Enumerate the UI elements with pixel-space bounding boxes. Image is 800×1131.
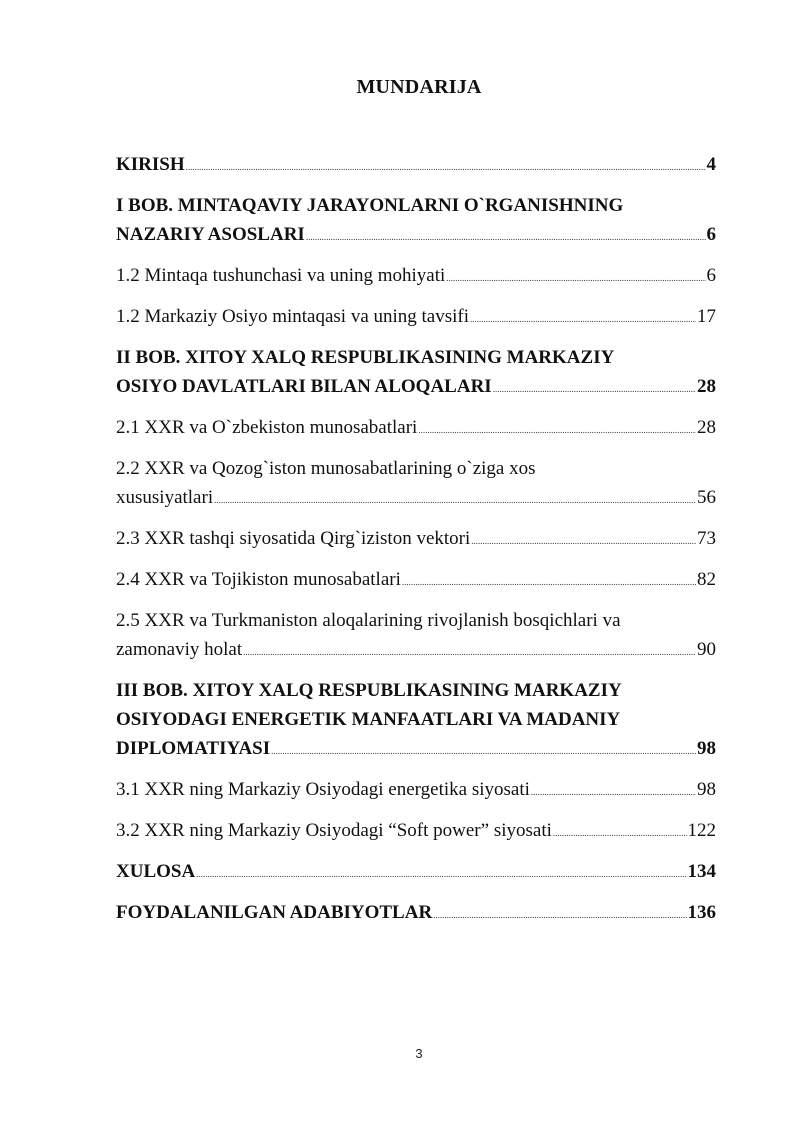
toc-entry-section-2-2[interactable] [116,454,716,512]
toc-entry-text: 3.1 XXR ning Markaziy Osiyodagi energetika siyosati [116,779,530,800]
toc-page-number: 90 [697,639,716,660]
toc-entry-text: zamonaviy holat [116,639,243,660]
dot-leader [306,233,706,242]
toc-entry-text: OSIYO DAVLATLARI BILAN ALOQALARI [116,376,492,397]
toc-page-number: 56 [697,487,716,508]
toc-entry-text: 1.2 Markaziy Osiyo mintaqasi va uning tavsifi [116,306,470,327]
dot-leader [553,829,687,838]
toc-page-number: 122 [687,820,716,841]
toc-entry-text: 3.2 XXR ning Markaziy Osiyodagi “Soft power” siyosati [116,820,552,841]
toc-page-number: 17 [697,306,716,327]
toc-entry-text: 2.4 XXR va Tojikiston munosabatlari [116,569,401,590]
toc-entry-text-line1: 2.2 XXR va Qozog`iston munosabatlarining o`ziga xos [116,458,536,479]
toc-entry-text: XULOSA [116,861,196,882]
dot-leader [418,426,696,435]
dot-leader [531,788,696,797]
dot-leader [402,578,696,587]
toc-page-number: 98 [697,738,716,759]
toc-entry-chapter-1[interactable] [116,191,716,249]
toc-entry-section-3-1[interactable] [116,775,716,804]
dot-leader [493,385,696,394]
toc-entry-text-line1: 2.5 XXR va Turkmaniston aloqalarining rivojlanish bosqichlari va [116,610,621,631]
toc-entry-text: 2.1 XXR va O`zbekiston munosabatlari [116,417,418,438]
dot-leader [196,870,686,879]
toc-entry-kirish[interactable] [116,150,716,179]
toc-entry-text: 1.2 Mintaqa tushunchasi va uning mohiyati [116,265,446,286]
toc-page-number: 98 [697,779,716,800]
toc-entry-text: KIRISH [116,154,185,175]
dot-leader [446,274,705,283]
toc-entry-section-1-2[interactable] [116,302,716,331]
toc-entry-text: FOYDALANILGAN ADABIYOTLAR [116,902,433,923]
toc-page-number: 134 [687,861,716,882]
toc-entry-section-2-3[interactable] [116,524,716,553]
dot-leader [470,315,696,324]
toc-page-number: 6 [706,224,716,245]
page-number: 3 [415,1046,423,1061]
toc-entry-section-2-1[interactable] [116,413,716,442]
dot-leader [243,648,696,657]
toc-entry-chapter-3[interactable] [116,676,716,763]
toc-entry-text: xususiyatlari [116,487,214,508]
toc-page-number: 28 [697,376,716,397]
dot-leader [271,747,696,756]
toc-page-number: 73 [697,528,716,549]
toc-page-number: 82 [697,569,716,590]
toc-entry-text-line2: OSIYODAGI ENERGETIK MANFAATLARI VA MADANIY [116,709,621,730]
dot-leader [471,537,696,546]
toc-page-number: 6 [706,265,716,286]
dot-leader [186,163,706,172]
toc-entry-chapter-2[interactable] [116,343,716,401]
toc-page-number: 136 [687,902,716,923]
toc-entry-text-line1: III BOB. XITOY XALQ RESPUBLIKASINING MARKAZIY [116,680,622,701]
toc-entry-text: 2.3 XXR tashqi siyosatida Qirg`iziston vektori [116,528,471,549]
dot-leader [433,911,686,920]
dot-leader [214,496,696,505]
toc-entry-section-2-5[interactable] [116,606,716,664]
toc-entry-text: NAZARIY ASOSLARI [116,224,305,245]
toc-page-number: 4 [706,154,716,175]
toc-title: MUNDARIJA [356,76,482,98]
toc-entry-xulosa[interactable] [116,857,716,886]
toc-entry-text-line1: II BOB. XITOY XALQ RESPUBLIKASINING MARKAZIY [116,347,615,368]
toc-entry-section-1-1[interactable] [116,261,716,290]
toc-entry-text-line1: I BOB. MINTAQAVIY JARAYONLARNI O`RGANISHNING [116,195,624,216]
toc-entry-section-3-2[interactable] [116,816,716,845]
toc-entry-text: DIPLOMATIYASI [116,738,271,759]
toc-entry-section-2-4[interactable] [116,565,716,594]
toc-page-number: 28 [697,417,716,438]
toc-entry-references[interactable] [116,898,716,927]
